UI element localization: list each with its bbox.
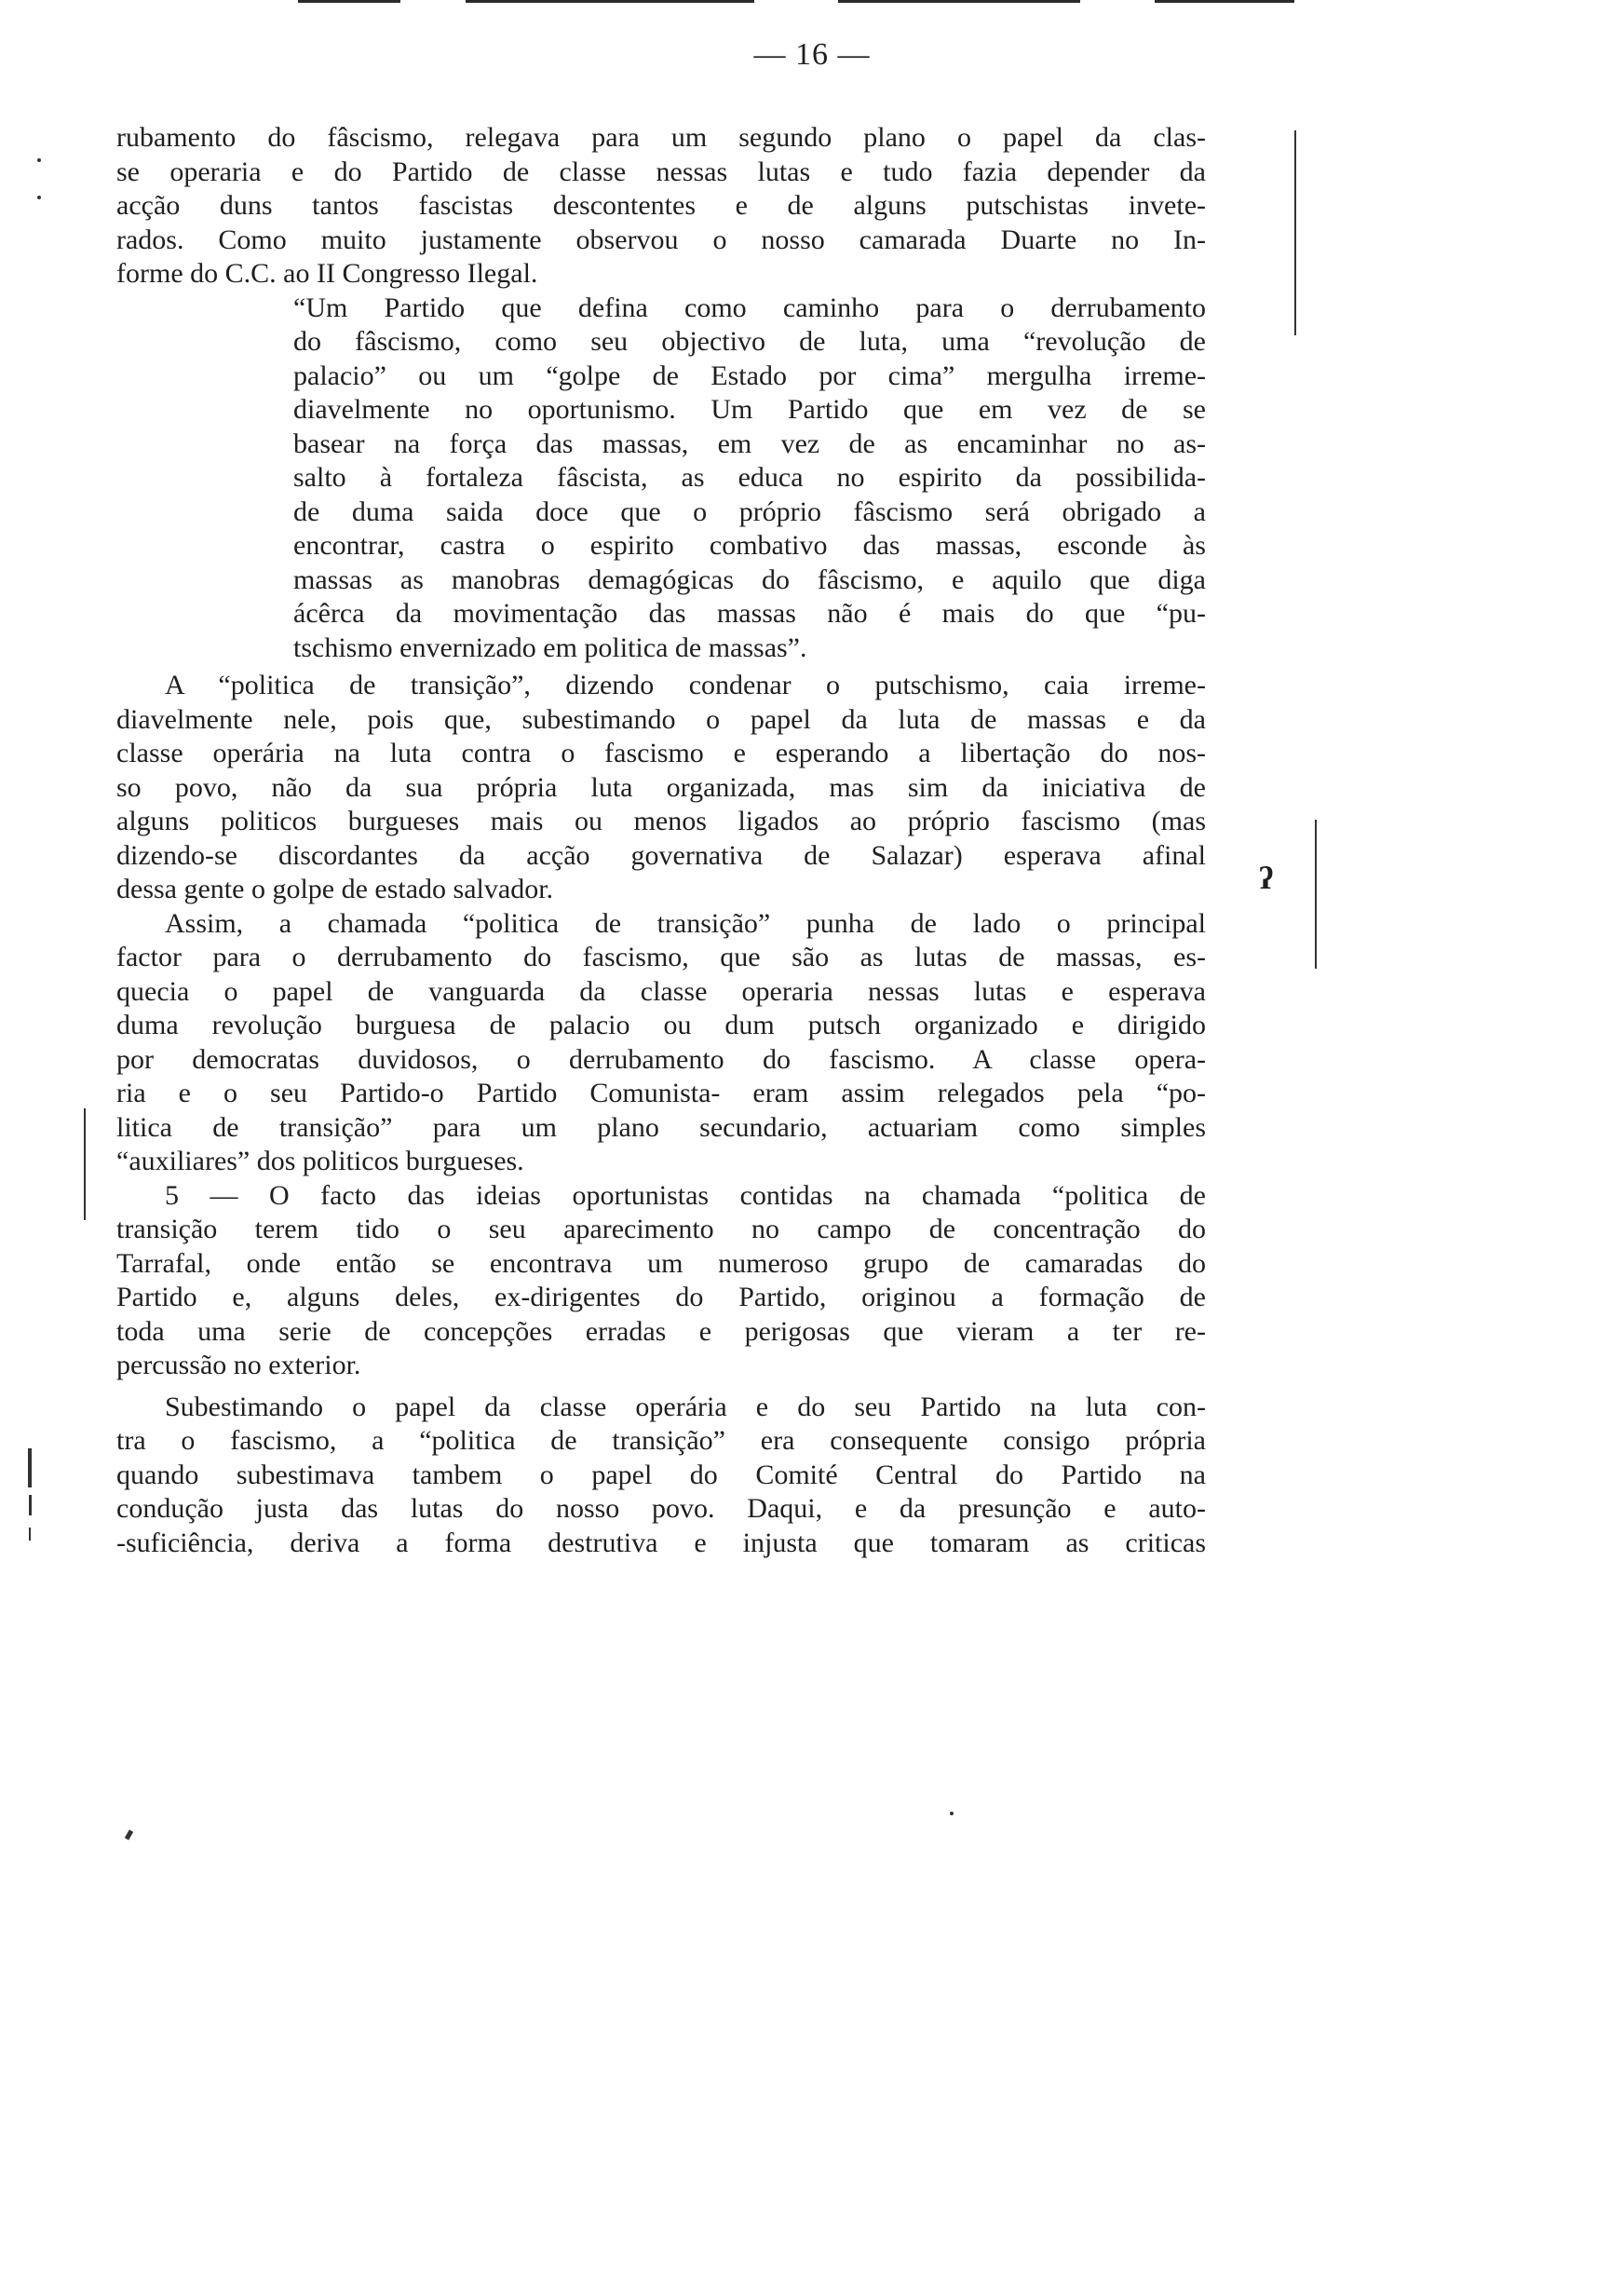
text-line: duma revolução burguesa de palacio ou dum putsch organizado e dirigido <box>116 1010 1206 1040</box>
scan-edge-mark <box>1155 0 1294 3</box>
text-line: dessa gente o golpe de estado salvador. <box>116 874 554 904</box>
paragraph-continuation <box>116 121 1206 292</box>
text-line: A “politica de transição”, dizendo condenar o putschismo, caia irreme- <box>165 670 1206 700</box>
text-line: 5 — O facto das ideias oportunistas contidas na chamada “politica de <box>165 1179 1206 1211</box>
margin-mark-icon: ʔ <box>1259 862 1274 896</box>
text-line: Tarrafal, onde então se encontrava um numeroso grupo de camaradas do <box>116 1247 1206 1279</box>
text-line: forme do C.C. ao II Congresso Ilegal. <box>116 258 538 289</box>
quote-line: ácêrca da movimentação das massas não é mais do que “pu- <box>293 598 1206 629</box>
text-line: por democratas duvidosos, o derrubamento do fascismo. A classe opera- <box>116 1043 1206 1075</box>
margin-line <box>29 1528 31 1541</box>
text-line: condução justa das lutas do nosso povo. Daqui, e da presunção e auto- <box>116 1493 1206 1524</box>
quote-line: “Um Partido que defina como caminho para o derrubamento <box>293 292 1206 323</box>
text-line: -suficiência, deriva a forma destrutiva e injusta que tomaram as criticas <box>116 1527 1206 1558</box>
block-quote <box>116 292 1206 666</box>
text-line: quecia o papel de vanguarda da classe operaria nessas lutas e esperava <box>116 975 1206 1007</box>
quote-line: tschismo envernizado em politica de massas”. <box>293 631 807 663</box>
scan-edge-mark <box>298 0 400 3</box>
text-line: litica de transição” para um plano secundario, actuariam como simples <box>116 1111 1206 1143</box>
scan-dot <box>950 1812 954 1815</box>
margin-line <box>1315 820 1317 969</box>
scan-dot <box>37 196 41 199</box>
margin-line <box>29 1495 32 1515</box>
quote-line: salto à fortaleza fâscista, as educa no espirito da possibilida- <box>293 462 1206 493</box>
quote-line: de duma saida doce que o próprio fâscismo será obrigado a <box>293 496 1206 527</box>
text-line: ria e o seu Partido-o Partido Comunista- eram assim relegados pela “po- <box>116 1078 1206 1108</box>
text-line: dizendo-se discordantes da acção governativa de Salazar) esperava afinal <box>116 839 1206 871</box>
text-line: classe operária na luta contra o fascismo e esperando a libertação do nos- <box>116 738 1206 768</box>
scan-speck <box>125 1829 133 1840</box>
text-line: acção duns tantos fascistas descontentes e de alguns putschistas invete- <box>116 190 1206 221</box>
scan-edge-mark <box>466 0 754 3</box>
paragraph <box>116 907 1206 1179</box>
text-line: rados. Como muito justamente observou o nosso camarada Duarte no In- <box>116 224 1206 255</box>
text-line: so povo, não da sua própria luta organizada, mas sim da iniciativa de <box>116 771 1206 803</box>
text-line: factor para o derrubamento do fascismo, que são as lutas de massas, es- <box>116 942 1206 972</box>
paragraph <box>116 1179 1206 1383</box>
margin-line <box>1294 130 1296 335</box>
text-line: transição terem tido o seu aparecimento no campo de concentração do <box>116 1214 1206 1244</box>
page-number: — 16 — <box>753 37 871 72</box>
quote-line: massas as manobras demagógicas do fâscismo, e aquilo que diga <box>293 564 1206 595</box>
text-line: Assim, a chamada “politica de transição” punha de lado o principal <box>165 907 1206 939</box>
text-line: alguns politicos burgueses mais ou menos ligados ao próprio fascismo (mas <box>116 806 1206 836</box>
text-line: toda uma serie de concepções erradas e perigosas que vieram a ter re- <box>116 1315 1206 1347</box>
text-line: percussão no exterior. <box>116 1350 361 1380</box>
paragraph <box>116 669 1206 907</box>
text-line: “auxiliares” dos politicos burgueses. <box>116 1146 524 1176</box>
text-line: Subestimando o papel da classe operária e do seu Partido na luta con- <box>165 1391 1206 1422</box>
text-line: tra o fascismo, a “politica de transição” era consequente consigo própria <box>116 1425 1206 1456</box>
quote-line: encontrar, castra o espirito combativo das massas, esconde às <box>293 530 1206 561</box>
text-line: se operaria e do Partido de classe nessas lutas e tudo fazia depender da <box>116 156 1206 187</box>
quote-line: palacio” ou um “golpe de Estado por cima” mergulha irreme- <box>293 360 1206 391</box>
text-line: rubamento do fâscismo, relegava para um segundo plano o papel da clas- <box>116 122 1206 153</box>
scan-edge-mark <box>838 0 1080 3</box>
paragraph <box>116 1391 1206 1561</box>
text-line: diavelmente nele, pois que, subestimando o papel da luta de massas e da <box>116 703 1206 735</box>
quote-line: basear na força das massas, em vez de as encaminhar no as- <box>293 428 1206 459</box>
text-line: quando subestimava tambem o papel do Comité Central do Partido na <box>116 1459 1206 1490</box>
margin-line <box>84 1108 86 1220</box>
text-line: Partido e, alguns deles, ex-dirigentes do Partido, originou a formação de <box>116 1282 1206 1312</box>
margin-line <box>28 1448 32 1487</box>
scan-dot <box>37 158 41 162</box>
quote-line: do fâscismo, como seu objectivo de luta, uma “revolução de <box>293 326 1206 357</box>
document-body <box>116 112 1206 1560</box>
quote-line: diavelmente no oportunismo. Um Partido que em vez de se <box>293 394 1206 425</box>
